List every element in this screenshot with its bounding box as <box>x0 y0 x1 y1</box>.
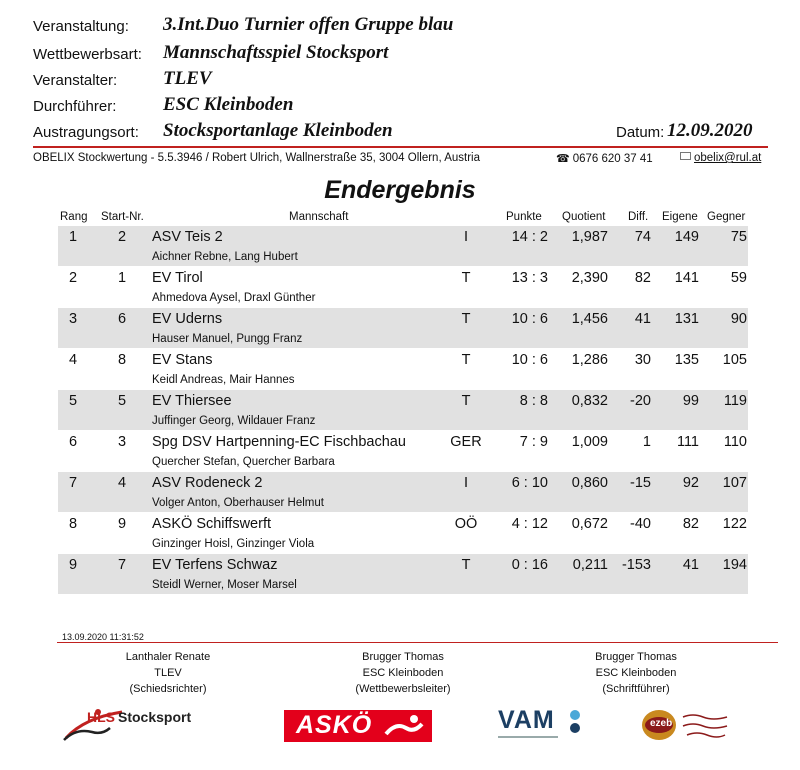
punkte-cell: 13 : 3 <box>511 270 548 286</box>
team-members: Hauser Manuel, Pungg Franz <box>152 333 303 345</box>
start-nr-cell: 6 <box>118 311 127 327</box>
team-name: ASKÖ Schiffswerft <box>152 516 271 532</box>
datum-label: Datum: <box>616 124 665 141</box>
hls-stocksport-logo <box>62 704 242 742</box>
vam-logo <box>498 706 590 742</box>
team-members: Ginzinger Hoisl, Ginzinger Viola <box>152 538 315 550</box>
col-rang: Rang <box>60 211 88 223</box>
rang-cell: 8 <box>69 516 78 532</box>
rang-cell: 9 <box>69 557 78 573</box>
diff-cell: -15 <box>630 475 651 491</box>
nation-cell: T <box>461 557 471 573</box>
footer-divider <box>57 642 778 643</box>
info-austragungsort <box>33 120 773 144</box>
punkte-cell: 10 : 6 <box>511 311 548 327</box>
eigene-cell: 92 <box>682 475 699 491</box>
team-members: Volger Anton, Oberhauser Helmut <box>152 497 324 509</box>
diff-cell: 74 <box>634 229 651 245</box>
team-name: ASV Rodeneck 2 <box>152 475 263 491</box>
diff-cell: 30 <box>634 352 651 368</box>
gegner-cell: 105 <box>722 352 747 368</box>
col-gegner: Gegner <box>707 211 746 223</box>
team-members: Keidl Andreas, Mair Hannes <box>152 374 295 386</box>
quotient-cell: 1,286 <box>571 352 608 368</box>
eigene-cell: 141 <box>674 270 699 286</box>
nation-cell: I <box>463 229 469 245</box>
signature-role: (Wettbewerbsleiter) <box>355 683 451 695</box>
datum-value: 12.09.2020 <box>667 120 753 141</box>
nation-cell: T <box>461 393 471 409</box>
vam-subline <box>498 736 558 738</box>
vam-wordmark: VAM <box>498 706 555 734</box>
eigene-cell: 135 <box>674 352 699 368</box>
start-nr-cell: 9 <box>118 516 127 532</box>
gegner-cell: 194 <box>722 557 747 573</box>
col-diff: Diff. <box>628 211 649 223</box>
rang-cell: 1 <box>69 229 78 245</box>
veranstaltung-value: 3.Int.Duo Turnier offen Gruppe blau <box>163 14 454 35</box>
eigene-cell: 111 <box>676 434 699 450</box>
diff-cell: -20 <box>630 393 651 409</box>
gegner-cell: 110 <box>723 434 747 450</box>
eigene-cell: 41 <box>682 557 699 573</box>
punkte-cell: 0 : 16 <box>511 557 548 573</box>
veranstalter-value: TLEV <box>163 68 212 89</box>
eigene-cell: 131 <box>674 311 699 327</box>
signature-org: TLEV <box>154 667 182 679</box>
software-line: OBELIX Stockwertung - 5.5.3946 / Robert Ulrich, Wallnerstraße 35, 3004 Ollern, Austria <box>33 152 481 164</box>
rang-cell: 7 <box>69 475 78 491</box>
team-name: EV Thiersee <box>152 393 232 409</box>
email-contact[interactable] <box>680 152 761 164</box>
team-members: Steidl Werner, Moser Marsel <box>152 579 297 591</box>
rang-cell: 6 <box>69 434 78 450</box>
vam-dots-icon <box>566 709 586 735</box>
telephone-icon: ☎ <box>556 153 570 165</box>
start-nr-cell: 5 <box>118 393 127 409</box>
austragungsort-value: Stocksportanlage Kleinboden <box>163 120 393 141</box>
col-start-nr: Start-Nr. <box>101 211 144 223</box>
col-punkte: Punkte <box>506 211 542 223</box>
email-link[interactable]: obelix@rul.at <box>694 152 762 164</box>
askoe-logo <box>284 710 432 742</box>
signature-org: ESC Kleinboden <box>595 667 677 679</box>
nation-cell: T <box>461 270 471 286</box>
signature-name: Brugger Thomas <box>362 651 444 663</box>
col-mannschaft: Mannschaft <box>289 211 349 223</box>
quotient-cell: 1,456 <box>571 311 608 327</box>
rang-cell: 3 <box>69 311 78 327</box>
start-nr-cell: 8 <box>118 352 127 368</box>
team-name: EV Uderns <box>152 311 223 327</box>
hls-mark: HLS <box>87 709 115 725</box>
nation-cell: T <box>461 311 471 327</box>
punkte-cell: 8 : 8 <box>519 393 548 409</box>
nation-cell: I <box>463 475 469 491</box>
team-name: EV Stans <box>152 352 213 368</box>
quotient-cell: 1,987 <box>571 229 608 245</box>
info-veranstaltung <box>33 14 773 38</box>
wettbewerbsart-label: Wettbewerbsart: <box>33 46 142 63</box>
start-nr-cell: 4 <box>118 475 127 491</box>
hls-wordmark: Stocksport <box>118 709 192 725</box>
start-nr-cell: 1 <box>118 270 127 286</box>
nation-cell: OÖ <box>454 516 478 532</box>
info-durchfuehrer <box>33 94 773 118</box>
header-divider <box>33 146 768 148</box>
team-name: EV Terfens Schwaz <box>152 557 278 573</box>
col-eigene: Eigene <box>662 211 698 223</box>
veranstaltung-label: Veranstaltung: <box>33 18 129 35</box>
start-nr-cell: 2 <box>118 229 127 245</box>
team-name: Spg DSV Hartpenning-EC Fischbachau <box>152 434 406 450</box>
phone-number: 0676 620 37 41 <box>572 153 653 165</box>
team-members: Aichner Rebne, Lang Hubert <box>152 251 298 263</box>
print-timestamp: 13.09.2020 11:31:52 <box>62 632 144 642</box>
rang-cell: 4 <box>69 352 78 368</box>
punkte-cell: 10 : 6 <box>511 352 548 368</box>
signature-role: (Schriftführer) <box>602 683 670 695</box>
diff-cell: -153 <box>621 557 651 573</box>
eigene-cell: 82 <box>682 516 699 532</box>
ezeb-logo <box>641 707 733 743</box>
punkte-cell: 14 : 2 <box>511 229 548 245</box>
team-members: Quercher Stefan, Quercher Barbara <box>152 456 335 468</box>
team-members: Juffinger Georg, Wildauer Franz <box>152 415 316 427</box>
team-name: EV Tirol <box>152 270 203 286</box>
eigene-cell: 99 <box>682 393 699 409</box>
info-wettbewerbsart <box>33 42 773 66</box>
punkte-cell: 6 : 10 <box>511 475 548 491</box>
askoe-wordmark: ASKÖ <box>296 711 373 739</box>
quotient-cell: 0,672 <box>571 516 608 532</box>
quotient-cell: 0,211 <box>572 557 608 573</box>
start-nr-cell: 3 <box>118 434 127 450</box>
diff-cell: -40 <box>630 516 651 532</box>
col-quotient: Quotient <box>562 211 606 223</box>
phone-contact <box>556 152 653 165</box>
team-name: ASV Teis 2 <box>152 229 223 245</box>
durchfuehrer-label: Durchführer: <box>33 98 117 115</box>
durchfuehrer-value: ESC Kleinboden <box>163 94 294 115</box>
gegner-cell: 90 <box>730 311 747 327</box>
quotient-cell: 0,860 <box>571 475 608 491</box>
veranstalter-label: Veranstalter: <box>33 72 118 89</box>
punkte-cell: 7 : 9 <box>519 434 548 450</box>
signature-schiedsrichter <box>58 649 278 697</box>
page-title: Endergebnis <box>324 176 476 204</box>
wettbewerbsart-value: Mannschaftsspiel Stocksport <box>163 42 389 63</box>
quotient-cell: 2,390 <box>571 270 608 286</box>
gegner-cell: 59 <box>730 270 747 286</box>
nation-cell: T <box>461 352 471 368</box>
quotient-cell: 1,009 <box>571 434 608 450</box>
signature-wettbewerbsleiter <box>293 649 513 697</box>
ezeb-wordmark: ezeb <box>650 718 673 729</box>
signature-schriftfuehrer <box>526 649 746 697</box>
signature-org: ESC Kleinboden <box>362 667 444 679</box>
gegner-cell: 75 <box>730 229 747 245</box>
rang-cell: 2 <box>69 270 78 286</box>
gegner-cell: 122 <box>722 516 747 532</box>
info-veranstalter <box>33 68 773 92</box>
punkte-cell: 4 : 12 <box>511 516 548 532</box>
signature-role: (Schiedsrichter) <box>129 683 207 695</box>
gegner-cell: 119 <box>723 393 747 409</box>
diff-cell: 82 <box>634 270 651 286</box>
team-members: Ahmedova Aysel, Draxl Günther <box>152 292 316 304</box>
signature-name: Lanthaler Renate <box>125 651 211 663</box>
nation-cell: GER <box>450 434 482 450</box>
start-nr-cell: 7 <box>118 557 127 573</box>
envelope-icon <box>680 152 691 160</box>
rang-cell: 5 <box>69 393 78 409</box>
askoe-figure-icon <box>384 714 424 738</box>
diff-cell: 1 <box>642 434 651 450</box>
quotient-cell: 0,832 <box>571 393 608 409</box>
ezeb-slogan-icon <box>681 711 731 741</box>
signature-name: Brugger Thomas <box>595 651 677 663</box>
diff-cell: 41 <box>634 311 651 327</box>
gegner-cell: 107 <box>722 475 747 491</box>
austragungsort-label: Austragungsort: <box>33 124 139 141</box>
eigene-cell: 149 <box>674 229 699 245</box>
